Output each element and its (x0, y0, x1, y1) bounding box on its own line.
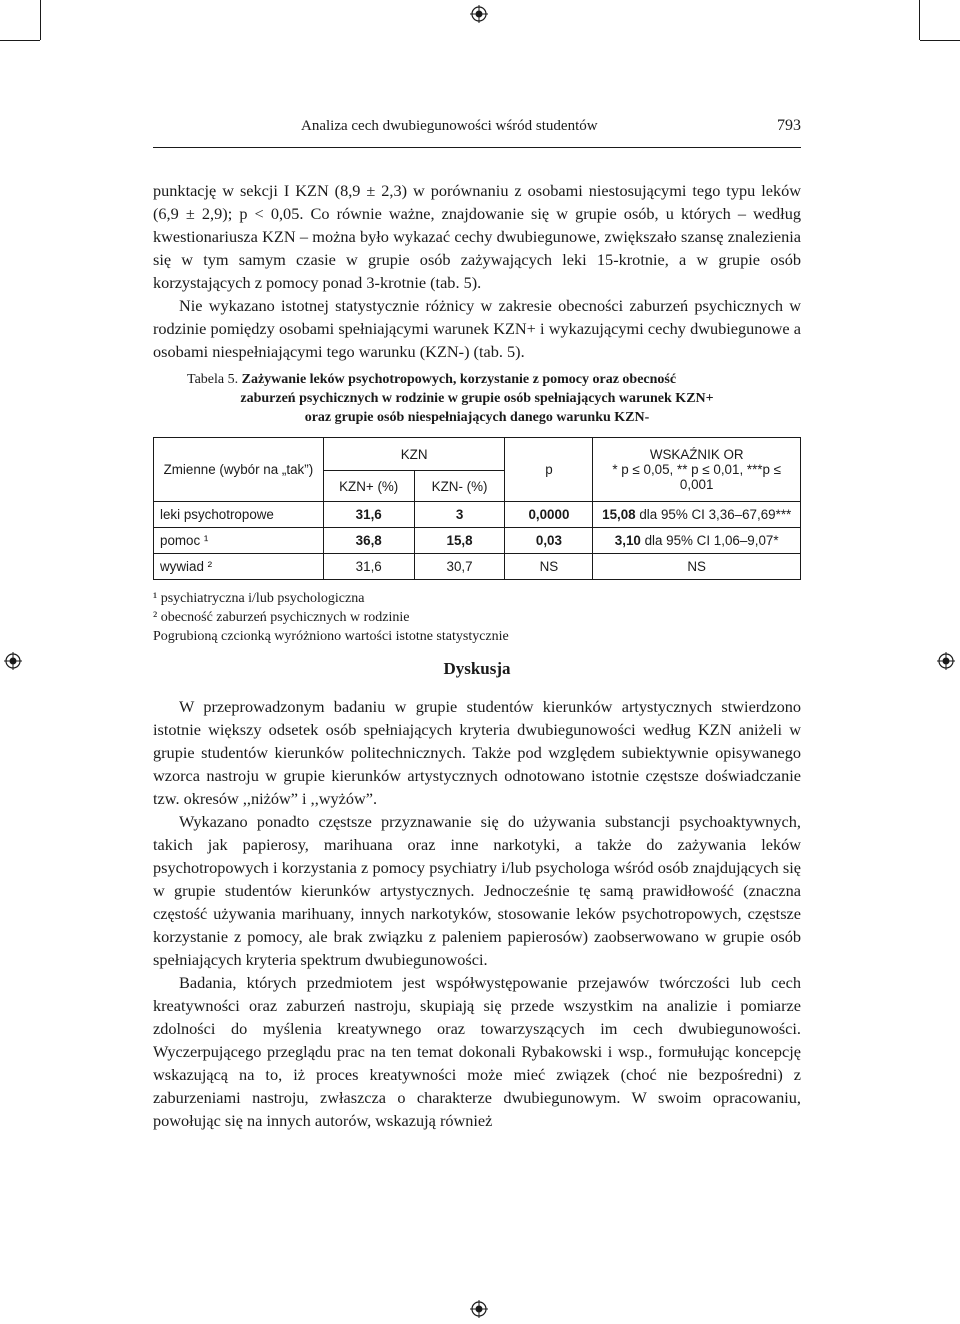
registration-mark-icon (937, 652, 955, 670)
cell-or-ci: dla 95% CI 1,06–9,07* (640, 533, 779, 548)
cell-kzn-minus: 15,8 (414, 528, 505, 554)
table-caption (153, 370, 801, 427)
footnote: Pogrubioną czcionką wyróżniono wartości istotne statystycznie (153, 629, 509, 644)
header-or (593, 438, 801, 502)
table-footnotes (153, 589, 801, 646)
header-p: p (505, 438, 593, 502)
paragraph: Wykazano ponadto częstsze przyznawanie się do używania substancji psychoaktywnych, takich jak papierosy, marihuana oraz inne narkotyki, a także do zażywania leków psychotropowych i korzystania z pomocy psychiatry i/lub psychologa wśród osób znajdujących się w grupie studentów kierunków artystycznych. Jednocześnie tę samą prawidłowość (znaczna częstość używania marihuany, innych narkotyków, stosowanie leków psychotropowych, częstsze korzystanie z pomocy, ale brak związku z paleniem papierosów) zaobserwowano w grupie osób spełniających kryteria spektrum dwubiegunowości. (153, 812, 801, 969)
cell-p: NS (505, 554, 593, 580)
paragraph: Nie wykazano istotnej statystycznie różnicy w zakresie obecności zaburzeń psychicznych w rodzinie pomiędzy osobami spełniającymi warunek KZN+ i wykazującymi cechy dwubiegunowe a osobami niespełniającymi tego warunku (KZN-) (tab. 5). (153, 296, 801, 361)
paragraph: W przeprowadzonym badaniu w grupie studentów kierunków artystycznych stwierdzono istotnie większy odsetek osób spełniających kryteria dwubiegunowości według KZN aniżeli w grupie studentów kierunków politechnicznych. Także pod względem subiektywnie opisywanego wzorca nastroju w grupie kierunków artystycznych odnotowano istotnie częstsze doświadczanie tzw. okresów ,,niżów” i ,,wyżów”. (153, 697, 801, 808)
registration-mark-icon (470, 5, 488, 23)
running-title: Analiza cech dwubiegunowości wśród studentów (301, 118, 598, 134)
discussion-text (153, 695, 801, 1132)
intro-text (153, 179, 801, 363)
cell-or (593, 528, 801, 554)
paragraph: Badania, których przedmiotem jest współwystępowanie przejawów twórczości lub cech kreatywności oraz zaburzeń nastroju, skupiają się przede wszystkim na analizie i pomiarze zdolności do myślenia kreatywnego oraz towarzyszących im cech dwubiegunowości. Wyczerpującego przeglądu prac na ten temat dokonali Rybakowski i wsp., formułując koncepcję wskazującą na to, iż proces kreatywności może mieć związek (choć nie bezpośredni) z zaburzeniami nastroju, zwłaszcza o charakterze dwubiegunowym. W swoim opracowaniu, powołując się na innych autorów, wskazują również (153, 973, 801, 1130)
crop-mark (919, 0, 920, 40)
cell-p: 0,03 (505, 528, 593, 554)
cell-or-value: 15,08 (602, 507, 636, 522)
footnote: ¹ psychiatryczna i/lub psychologiczna (153, 591, 365, 606)
row-name: wywiad ² (154, 554, 324, 580)
row-name: pomoc ¹ (154, 528, 324, 554)
data-table (153, 437, 801, 580)
paragraph: punktację w sekcji I KZN (8,9 ± 2,3) w porównaniu z osobami niestosującymi tego typu leków (6,9 ± 2,9); p < 0,05. Co równie ważne, znajdowanie się w grupie osób, u których – według kwestionariusza KZN – można było wykazać cechy dwubiegunowe, zwiększało szansę znalezienia się w tym samym czasie w grupie osób zażywających leki 15-krotnie, a w grupie osób korzystających z pomocy ponad 3-krotnie (tab. 5). (153, 181, 801, 292)
cell-or-value: NS (687, 559, 706, 574)
caption-title-line: zaburzeń psychicznych w rodzinie w grupie osób spełniających warunek KZN+ (240, 391, 714, 406)
cell-or-ci: dla 95% CI 3,36–67,69*** (635, 507, 792, 522)
header-row (154, 438, 801, 471)
cell-or (593, 502, 801, 528)
cell-kzn-plus: 31,6 (323, 554, 414, 580)
cell-p: 0,0000 (505, 502, 593, 528)
footnote: ² obecność zaburzeń psychicznych w rodzinie (153, 610, 410, 625)
page-number: 793 (777, 117, 801, 134)
cell-kzn-plus: 36,8 (323, 528, 414, 554)
header-or-subtitle: * p ≤ 0,05, ** p ≤ 0,01, ***p ≤ 0,001 (612, 462, 782, 492)
caption-label: Tabela 5. (187, 372, 239, 387)
cell-kzn-plus: 31,6 (323, 502, 414, 528)
section-heading: Dyskusja (443, 659, 511, 678)
cell-kzn-minus: 3 (414, 502, 505, 528)
caption-title-line: oraz grupie osób niespełniających danego warunku KZN- (304, 410, 650, 425)
caption-title: Zażywanie leków psychotropowych, korzystanie z pomocy oraz obecność (241, 372, 677, 387)
header-or-title: WSKAŹNIK OR (649, 447, 744, 462)
row-name: leki psychotropowe (154, 502, 324, 528)
header-kzn-minus: KZN- (%) (414, 471, 505, 502)
registration-mark-icon (4, 652, 22, 670)
table-row (154, 528, 801, 554)
header-rule (153, 147, 801, 148)
table-row (154, 554, 801, 580)
registration-mark-icon (470, 1300, 488, 1318)
crop-mark (920, 40, 960, 41)
running-header (153, 118, 801, 140)
header-variables: Zmienne (wybór na „tak”) (154, 438, 324, 502)
crop-mark (40, 0, 41, 40)
header-kzn: KZN (323, 438, 505, 471)
cell-kzn-minus: 30,7 (414, 554, 505, 580)
cell-or-value: 3,10 (614, 533, 641, 548)
table-row (154, 502, 801, 528)
cell-or (593, 554, 801, 580)
header-kzn-plus: KZN+ (%) (323, 471, 414, 502)
crop-mark (0, 40, 40, 41)
